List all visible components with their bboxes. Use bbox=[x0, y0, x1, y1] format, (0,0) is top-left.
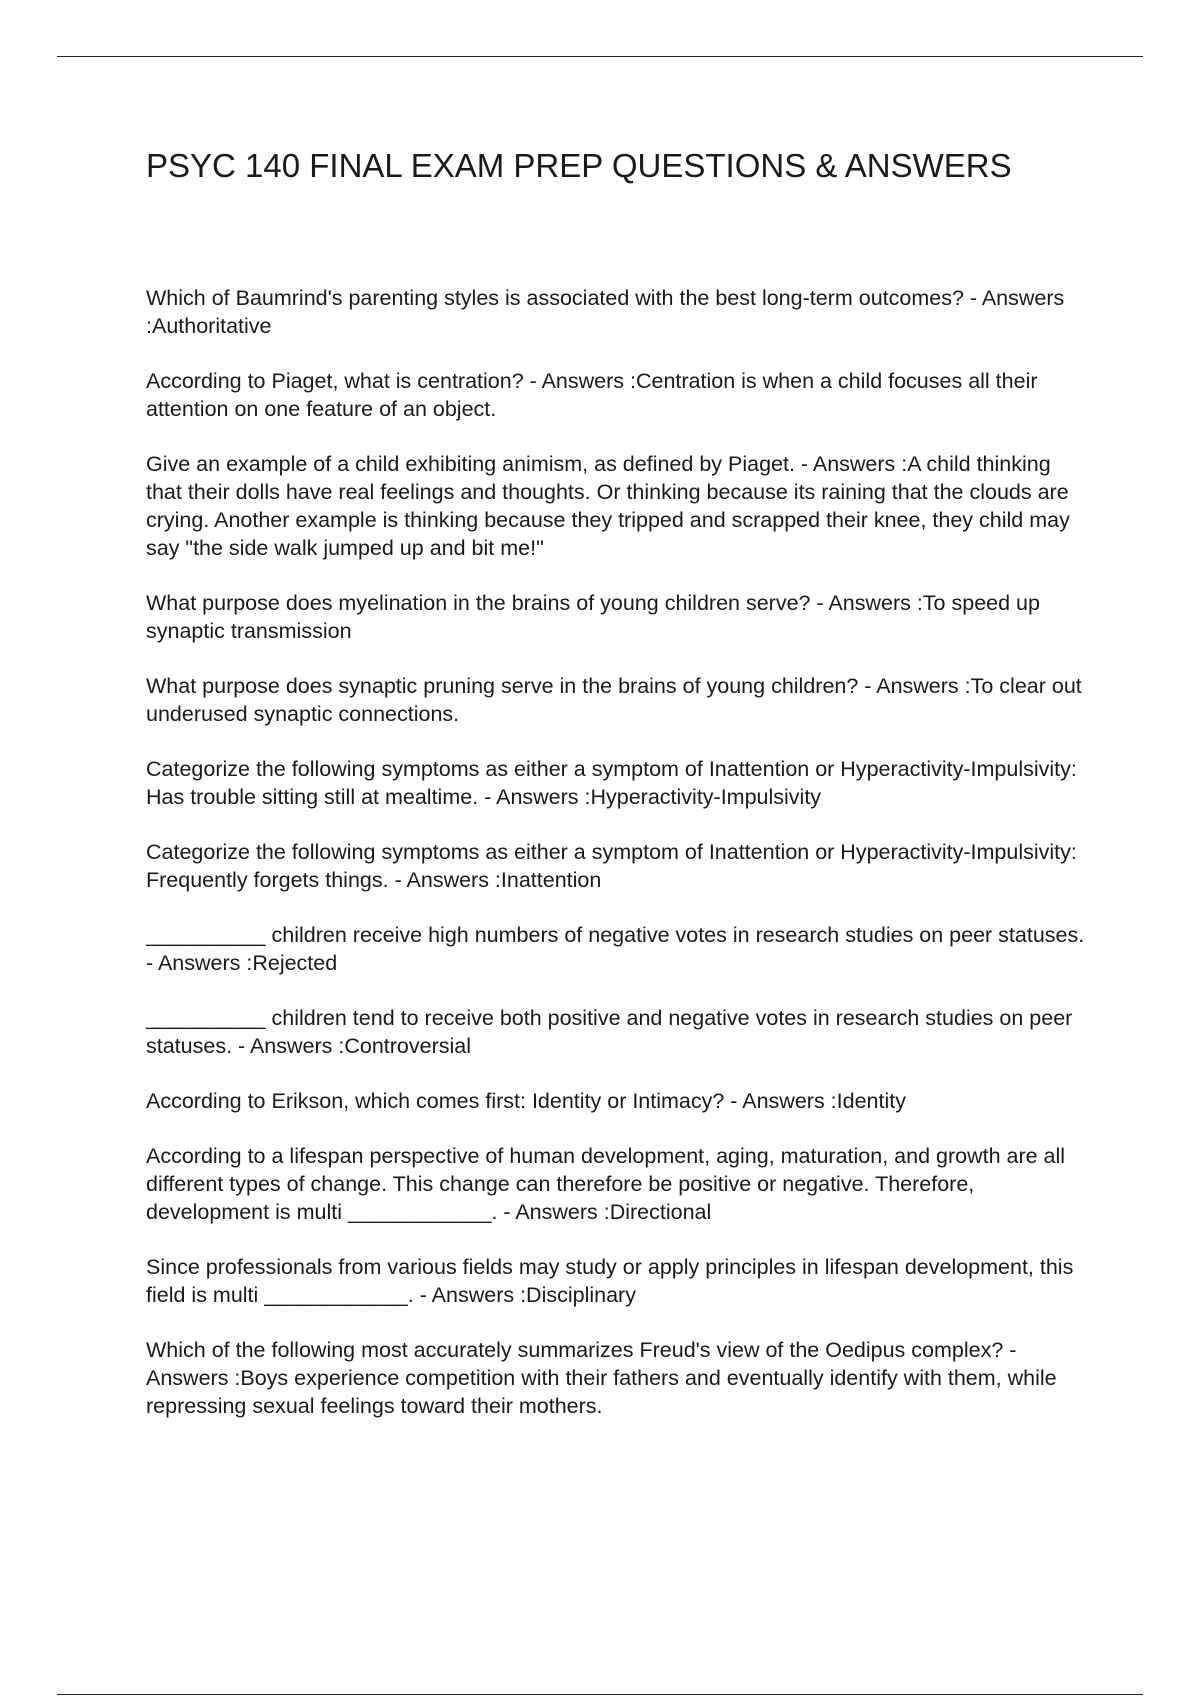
top-rule bbox=[57, 56, 1143, 57]
document-title: PSYC 140 FINAL EXAM PREP QUESTIONS & ANSWERS bbox=[146, 147, 1012, 184]
qa-item: What purpose does synaptic pruning serve in the brains of young children? - Answers :To clear out underused synaptic connections. bbox=[146, 674, 1082, 726]
qa-item: Give an example of a child exhibiting animism, as defined by Piaget. - Answers :A child thinking that their dolls have real feelings and thoughts. Or thinking because its raining that the clouds are crying. Another example is thinking because they tripped and scrapped their knee, they child may say "the side walk jumped up and bit me!" bbox=[146, 452, 1070, 560]
qa-item: What purpose does myelination in the brains of young children serve? - Answers :To speed up synaptic transmission bbox=[146, 591, 1040, 643]
qa-item: According to Piaget, what is centration? - Answers :Centration is when a child focuses all their attention on one feature of an object. bbox=[146, 369, 1038, 421]
bottom-rule bbox=[57, 1694, 1143, 1695]
qa-item: Categorize the following symptoms as either a symptom of Inattention or Hyperactivity-Impulsivity: Has trouble sitting still at mealtime. - Answers :Hyperactivity-Impulsivity bbox=[146, 757, 1077, 809]
qa-list bbox=[146, 284, 1091, 1447]
qa-item: According to a lifespan perspective of human development, aging, maturation, and growth are all different types of change. This change can therefore be positive or negative. Therefore, development is multi ____________. - Answers :Directional bbox=[146, 1144, 1066, 1224]
qa-item: Since professionals from various fields may study or apply principles in lifespan development, this field is multi ____________. - Answers :Disciplinary bbox=[146, 1255, 1074, 1307]
qa-item: __________ children receive high numbers of negative votes in research studies on peer statuses. - Answers :Rejected bbox=[146, 923, 1085, 975]
qa-item: Which of Baumrind's parenting styles is associated with the best long-term outcomes? - Answers :Authoritative bbox=[146, 286, 1065, 338]
qa-item: Which of the following most accurately summarizes Freud's view of the Oedipus complex? - Answers :Boys experience competition with their fathers and eventually identify with them, while repressing sexual feelings toward their mothers. bbox=[146, 1338, 1057, 1418]
qa-item: Categorize the following symptoms as either a symptom of Inattention or Hyperactivity-Impulsivity: Frequently forgets things. - Answers :Inattention bbox=[146, 840, 1077, 892]
qa-item: According to Erikson, which comes first: Identity or Intimacy? - Answers :Identity bbox=[146, 1089, 906, 1113]
qa-item: __________ children tend to receive both positive and negative votes in research studies on peer statuses. - Answers :Controversial bbox=[146, 1006, 1073, 1058]
